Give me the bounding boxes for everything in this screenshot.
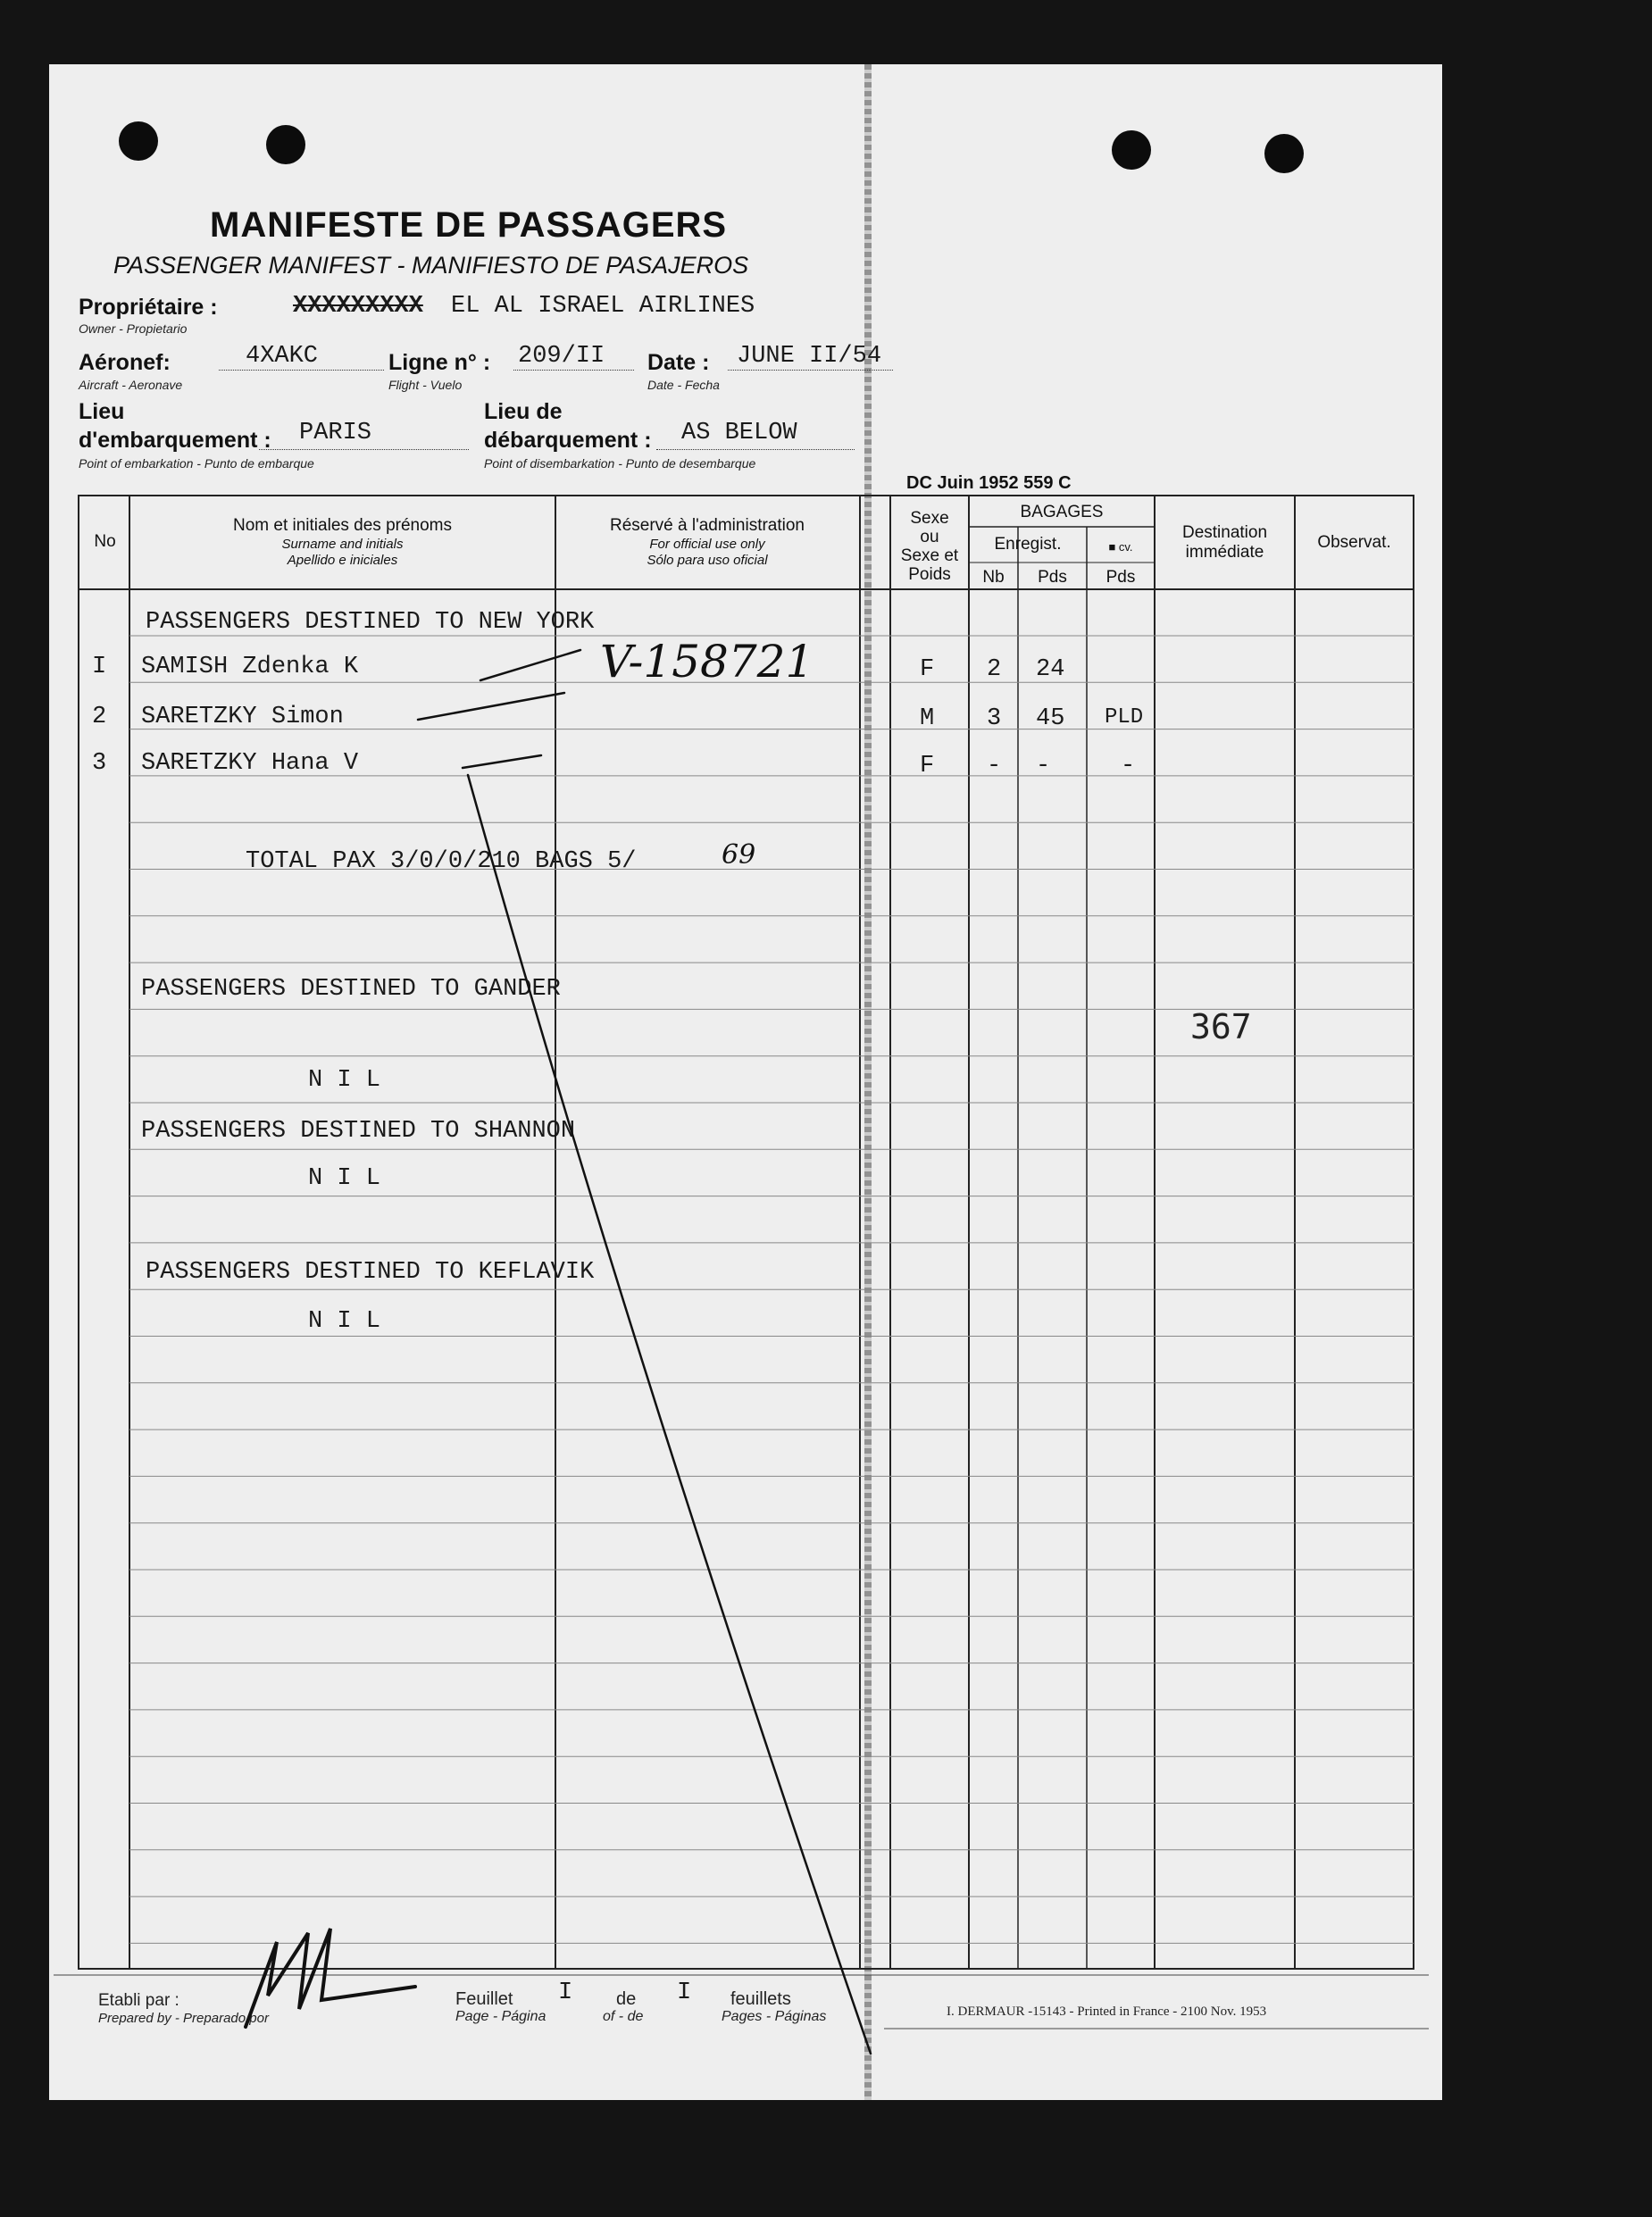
of-label: de	[616, 1989, 637, 2009]
stamp-number: 367	[1190, 1007, 1252, 1046]
total-weight-handwritten: 69	[722, 839, 756, 871]
signature-mark	[246, 1929, 415, 2027]
col-header-cabin-mark: ■ cv.	[1108, 540, 1133, 554]
col-header-sex-3: Sexe et	[900, 546, 959, 565]
passenger-2-cabin: PLD	[1105, 705, 1144, 729]
handwritten-visa-number: V-158721	[600, 636, 814, 688]
col-header-bagages: BAGAGES	[1020, 503, 1104, 521]
prepared-by-label: Etabli par :	[98, 1991, 179, 2010]
col-header-admin: Réservé à l'administration	[610, 516, 805, 535]
form-code: DC Juin 1952 559 C	[906, 473, 1072, 493]
sheet-value: I	[558, 1979, 573, 2006]
passenger-3-sex: F	[920, 753, 935, 779]
col-header-destination: Destination	[1181, 523, 1268, 542]
of-value: I	[677, 1979, 692, 2006]
col-header-name: Nom et initiales des prénoms	[233, 516, 452, 535]
heading-shannon: PASSENGERS DESTINED TO SHANNON	[141, 1118, 576, 1145]
disembarkation-label: Lieu de	[484, 399, 563, 424]
sheet-label: Feuillet	[455, 1989, 513, 2009]
disembarkation-label-2: débarquement :	[484, 428, 652, 453]
owner-label: Propriétaire :	[79, 295, 218, 320]
aircraft-label: Aéronef:	[79, 350, 171, 375]
col-header-name-es-text: Apellido e iniciales	[287, 553, 398, 568]
passenger-2-no: 2	[92, 704, 107, 730]
sheets-label: feuillets	[730, 1989, 791, 2009]
heading-gander: PASSENGERS DESTINED TO GANDER	[141, 976, 561, 1003]
printer-imprint: I. DERMAUR -15143 - Printed in France - 2100 Nov. 1953	[947, 2004, 1267, 2019]
passenger-2-name: SARETZKY Simon	[141, 704, 344, 730]
passenger-1-name: SAMISH Zdenka K	[141, 654, 359, 680]
heading-new-york: PASSENGERS DESTINED TO NEW YORK	[146, 609, 595, 636]
pen-dash-3	[463, 755, 541, 768]
flight-sublabel: Flight - Vuelo	[388, 378, 463, 392]
embarkation-label: Lieu	[79, 399, 125, 424]
total-line: TOTAL PAX 3/0/0/210 BAGS 5/	[246, 848, 637, 875]
flight-value: 209/II	[518, 343, 605, 370]
heading-keflavik: PASSENGERS DESTINED TO KEFLAVIK	[146, 1259, 595, 1286]
col-header-nb: Nb	[982, 568, 1005, 587]
form-subtitle: PASSENGER MANIFEST - MANIFIESTO DE PASAJEROS	[113, 252, 749, 279]
owner-value: EL AL ISRAEL AIRLINES	[451, 293, 755, 320]
aircraft-sublabel: Aircraft - Aeronave	[79, 378, 183, 392]
passenger-3-no: 3	[92, 750, 107, 777]
passenger-2-bag-weight: 45	[1036, 705, 1065, 732]
passenger-3-name: SARETZKY Hana V	[141, 750, 359, 777]
pen-dash-1	[480, 650, 580, 680]
form-title: MANIFESTE DE PASSAGERS	[210, 205, 728, 245]
col-header-sex-2: ou	[920, 528, 939, 546]
nil-shannon: N I L	[308, 1165, 381, 1192]
nil-gander: N I L	[308, 1067, 381, 1094]
col-header-cabin-pds: Pds	[1106, 568, 1136, 587]
pen-dash-2	[418, 693, 564, 720]
date-sublabel: Date - Fecha	[647, 378, 720, 392]
passenger-1-sex: F	[920, 656, 935, 683]
owner-sublabel: Owner - Propietario	[79, 321, 188, 336]
nil-keflavik: N I L	[308, 1308, 381, 1335]
col-header-pds: Pds	[1038, 568, 1067, 587]
col-header-observ: Observat.	[1317, 533, 1391, 552]
passenger-2-sex: M	[920, 705, 935, 732]
of-sublabel: of - de	[603, 2009, 644, 2024]
col-header-sex-4: Poids	[908, 565, 951, 584]
col-header-no: No	[94, 532, 116, 551]
owner-struck: XXXXXXXXX	[293, 293, 423, 320]
passenger-1-bag-count: 2	[987, 656, 1002, 683]
col-header-enregist: Enregist.	[994, 535, 1062, 554]
pen-diagonal-line	[468, 775, 871, 2054]
passenger-1-no: I	[92, 654, 107, 680]
passenger-3-cabin: -	[1121, 753, 1136, 779]
embarkation-value: PARIS	[299, 420, 372, 446]
col-header-admin-en-text: For official use only	[649, 537, 765, 552]
embarkation-sublabel: Point of embarkation - Punto de embarque	[79, 456, 314, 471]
embarkation-label-2: d'embarquement :	[79, 428, 271, 453]
passenger-2-bag-count: 3	[987, 705, 1002, 732]
date-value: JUNE II/54	[737, 343, 882, 370]
col-header-sex-1: Sexe	[910, 509, 949, 528]
disembarkation-value: AS BELOW	[681, 420, 797, 446]
flight-label: Ligne n° :	[388, 350, 491, 375]
date-label: Date :	[647, 350, 710, 375]
passenger-1-bag-weight: 24	[1036, 656, 1065, 683]
col-header-name-en-text: Surname and initials	[281, 537, 404, 552]
col-header-destination-2: immédiate	[1185, 543, 1264, 562]
passenger-3-bag-weight: -	[1036, 753, 1051, 779]
page-sublabel: Page - Página	[455, 2009, 546, 2024]
pages-sublabel: Pages - Páginas	[722, 2009, 827, 2024]
aircraft-value: 4XAKC	[246, 343, 319, 370]
prepared-by-sublabel: Prepared by - Preparado por	[98, 2011, 269, 2026]
col-header-admin-es-text: Sólo para uso oficial	[647, 553, 768, 568]
disembarkation-sublabel: Point of disembarkation - Punto de desembarque	[484, 456, 756, 471]
passenger-3-bag-count: -	[987, 753, 1002, 779]
